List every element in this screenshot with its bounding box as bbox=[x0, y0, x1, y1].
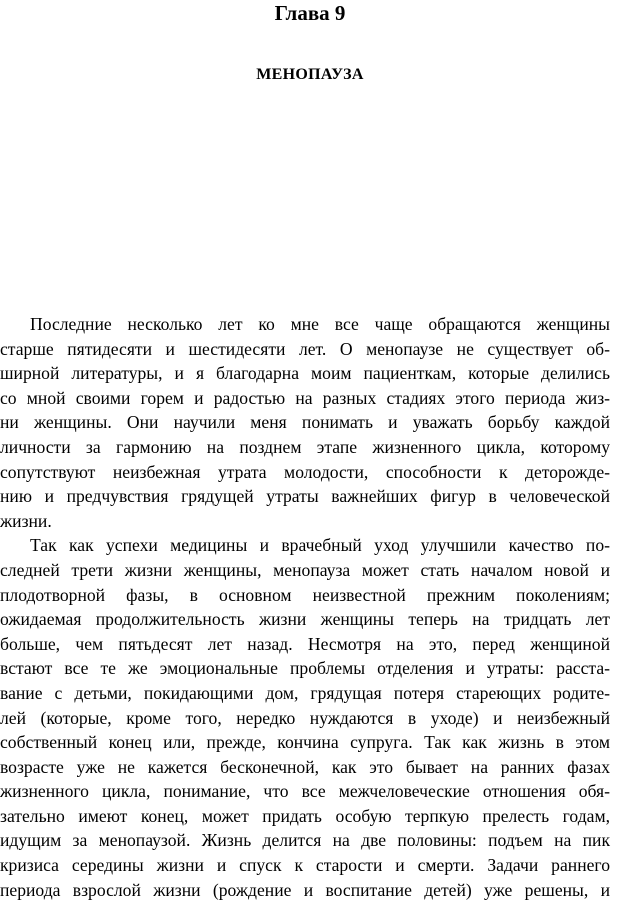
text-line: возрасте уже не кажется бесконечной, как это бывает на ранних фазах bbox=[0, 756, 610, 777]
text-line: нию и предчувствия грядущей утраты важнейших фигур в человеческой bbox=[0, 486, 610, 507]
text-line: ширной литературы, и я благодарна моим пациенткам, которые делились bbox=[0, 363, 610, 384]
text-line: Так как успехи медицины и врачебный уход улучшили качество по- bbox=[30, 535, 610, 556]
text-line: жизни. bbox=[0, 510, 52, 531]
text-line: периода взрослой жизни (рождение и воспитание детей) уже решены, и bbox=[0, 879, 610, 900]
paragraph bbox=[0, 312, 610, 533]
chapter-title: Глава 9 bbox=[274, 1, 346, 25]
text-line: жизненного цикла, понимание, что все межчеловеческие отношения обя- bbox=[0, 781, 610, 802]
text-line: зательно имеют конец, может придать особую терпкую прелесть годам, bbox=[0, 805, 610, 826]
section-title: МЕНОПАУЗА bbox=[256, 66, 364, 83]
text-line: собственный конец или, прежде, кончина супруга. Так как жизнь в этом bbox=[0, 732, 610, 753]
text-line: Последние несколько лет ко мне все чаще обращаются женщины bbox=[30, 314, 610, 334]
text-line: старше пятидесяти и шестидесяти лет. О менопаузе не существует об- bbox=[0, 338, 610, 359]
text-line: кризиса середины жизни и спуск к старости и смерти. Задачи раннего bbox=[0, 855, 610, 876]
text-line: вание с детьми, покидающими дом, грядущая потеря стареющих родите- bbox=[0, 682, 610, 703]
text-line: идущим за менопаузой. Жизнь делится на две половины: подъем на пик bbox=[0, 830, 610, 851]
text-line: плодотворной фазы, в основном неизвестной прежним поколениям; bbox=[0, 584, 610, 605]
text-line: сопутствуют неизбежная утрата молодости, способности к деторожде- bbox=[0, 461, 610, 482]
text-line: со мной своими горем и радостью на разных стадиях этого периода жиз- bbox=[0, 387, 610, 408]
text-line: ожидаемая продолжительность жизни женщины теперь на тридцать лет bbox=[0, 609, 610, 630]
text-line: лей (которые, кроме того, нередко нуждаются в уходе) и неизбежный bbox=[0, 707, 610, 728]
text-line: ни женщины. Они научили меня понимать и уважать борьбу каждой bbox=[0, 412, 610, 433]
body-text bbox=[0, 312, 610, 902]
text-line: больше, чем пятьдесят лет назад. Несмотря на это, перед женщиной bbox=[0, 633, 610, 654]
text-line: встают все те же эмоциональные проблемы отделения и утраты: расста- bbox=[0, 658, 610, 679]
text-line: личности за гармонию на позднем этапе жизненного цикла, которому bbox=[0, 436, 610, 457]
text-line: следней трети жизни женщины, менопауза может стать началом новой и bbox=[0, 559, 610, 580]
paragraph bbox=[0, 533, 610, 902]
